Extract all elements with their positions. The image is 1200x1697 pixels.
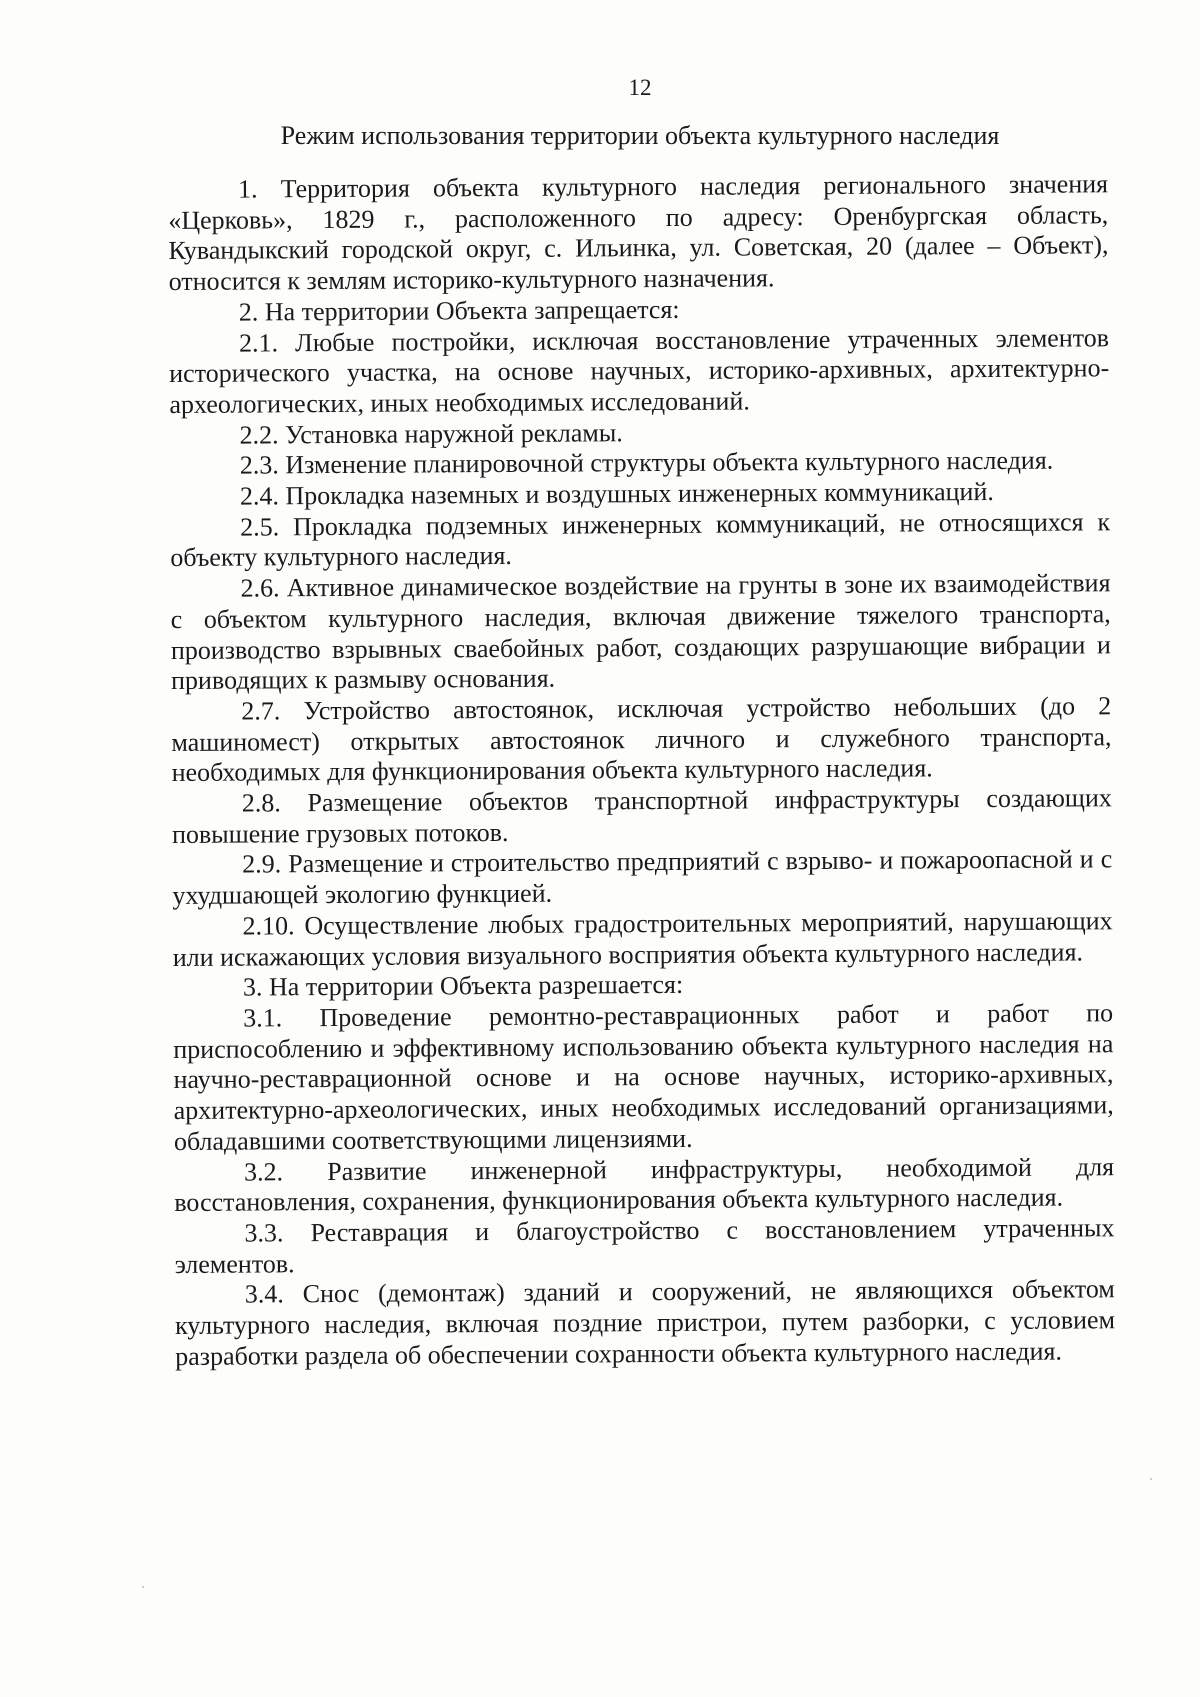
paragraph-2-4: 2.4. Прокладка наземных и воздушных инженерных коммуникаций. <box>239 476 994 511</box>
paragraph-1: 1. Территория объекта культурного наследия регионального значения «Церковь», 1829 г., расположенного по адресу: Оренбургская область, Кувандыкский городской округ, с. Ильинка, ул. Советская, 20 (далее – Объект), относится к землям историко-культурного назначения. <box>168 169 1109 297</box>
document-title: Режим использования территории объекта культурного наследия <box>280 121 1000 150</box>
paragraph-2-10: 2.10. Осуществление любых градостроительных мероприятий, нарушающих или искажающих условия визуального восприятия объекта культурного наследия. <box>172 906 1113 972</box>
paragraph-2-2: 2.2. Установка наружной рекламы. <box>239 417 623 450</box>
paragraph-2-1: 2.1. Любые постройки, исключая восстановление утраченных элементов исторического участка, на основе научных, историко-архивных, архитектурно-археологических, иных необходимых исследований. <box>169 322 1110 419</box>
paragraph-3-1: 3.1. Проведение ремонтно-реставрационных работ и работ по приспособлению и эффективному использованию объекта культурного наследия на научно-реставрационной основе и на основе научных, историко-архивных, архитектурно-археологических, иных необходимых исследований организациями, обладавшими соответствующими лицензиями. <box>173 998 1114 1156</box>
paragraph-3-4: 3.4. Снос (демонтаж) зданий и сооружений, не являющихся объектом культурного наследия, включая поздние пристрои, путем разборки, с условием разработки раздела об обеспечении сохранности объекта культурного наследия. <box>174 1274 1116 1371</box>
paragraph-2-3: 2.3. Изменение планировочной структуры объекта культурного наследия. <box>239 445 1054 480</box>
paragraph-2-6: 2.6. Активное динамическое воздействие на грунты в зоне их взаимодействия с объектом культурного наследия, включая движение тяжелого транспорта, производство взрывных сваебойных работ, создающих разрушающие вибрации и приводящих к размыву основания. <box>170 568 1111 696</box>
paragraph-2-7: 2.7. Устройство автостоянок, исключая устройство небольших (до 2 машиномест) открытых автостоянок личного и служебного транспорта, необходимых для функционирования объекта культурного наследия. <box>171 691 1112 788</box>
paragraph-3-2: 3.2. Развитие инженерной инфраструктуры, необходимой для восстановления, сохранения, функционирования объекта культурного наследия. <box>174 1151 1115 1218</box>
paragraph-3: 3. На территории Объекта разрешается: <box>242 970 684 1002</box>
paragraph-2-5: 2.5. Прокладка подземных инженерных коммуникаций, не относящихся к объекту культурного наследия. <box>170 506 1111 573</box>
page-number: 12 <box>628 75 652 100</box>
document-body <box>168 169 1115 1372</box>
scan-speck <box>142 1586 144 1588</box>
scan-speck <box>1150 1478 1152 1480</box>
paragraph-2-8: 2.8. Размещение объектов транспортной инфраструктуры создающих повышение грузовых потоков. <box>171 783 1112 849</box>
paragraph-2: 2. На территории Объекта запрещается: <box>238 294 680 327</box>
paragraph-2-9: 2.9. Размещение и строительство предприятий с взрыво- и пожароопасной и с ухудшающей экологию функцией. <box>172 844 1113 911</box>
paragraph-3-3: 3.3. Реставрация и благоустройство с восстановлением утраченных элементов. <box>174 1213 1115 1279</box>
